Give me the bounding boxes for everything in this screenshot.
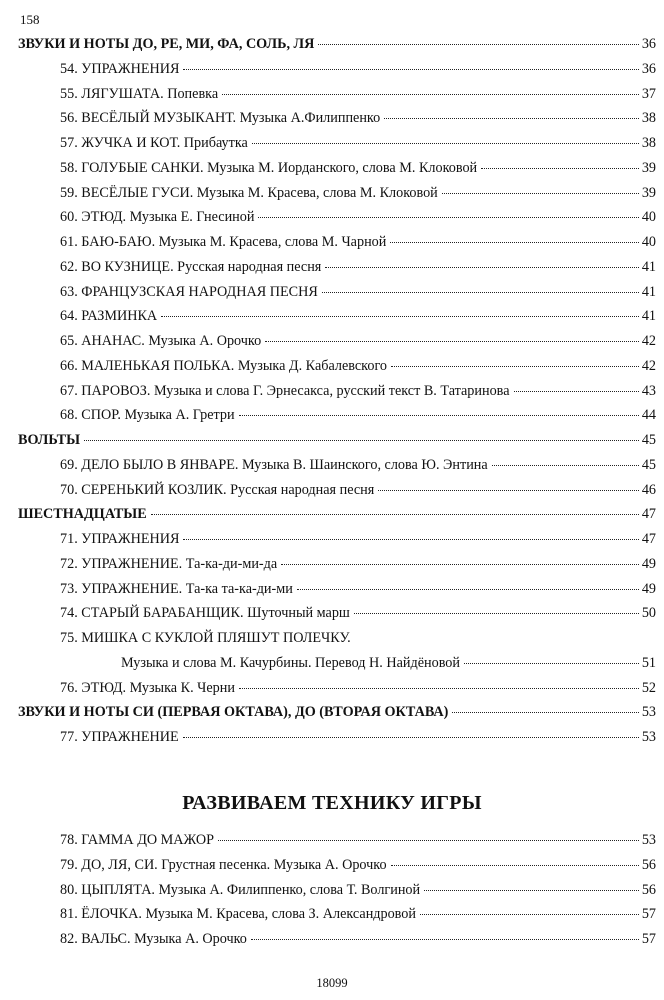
toc-entry-title: 75. МИШКА С КУКЛОЙ ПЛЯШУТ ПОЛЕЧКУ. — [60, 630, 351, 646]
toc-entry-row — [18, 482, 656, 507]
toc-entry-row — [18, 581, 656, 606]
toc-entry-title: 73. УПРАЖНЕНИЕ. Та-ка та-ка-ди-ми — [60, 580, 293, 597]
toc-dot-leader — [384, 118, 639, 119]
toc-page-number: 41 — [641, 258, 656, 275]
toc-entry-title: ЗВУКИ И НОТЫ ДО, РЕ, МИ, ФА, СОЛЬ, ЛЯ — [18, 36, 315, 52]
toc-entry-title: 70. СЕРЕНЬКИЙ КОЗЛИК. Русская народная песня — [60, 481, 375, 498]
toc-dot-leader — [514, 391, 639, 392]
toc-dot-leader — [183, 539, 638, 540]
toc-section-row — [18, 432, 656, 457]
toc-page-number: 53 — [641, 729, 656, 745]
toc-dot-leader — [354, 613, 639, 614]
toc-entry-row — [18, 160, 656, 185]
toc-page-number: 56 — [641, 881, 656, 898]
toc-entry-title: 66. МАЛЕНЬКАЯ ПОЛЬКА. Музыка Д. Кабалевского — [60, 357, 388, 374]
toc-entry-title: 82. ВАЛЬС. Музыка А. Орочко — [60, 931, 247, 947]
toc-entry-title: 55. ЛЯГУШАТА. Попевка — [60, 85, 219, 102]
toc-dot-leader — [322, 292, 639, 293]
toc-page-number: 36 — [641, 36, 656, 52]
toc-entry-title: 77. УПРАЖНЕНИЕ — [60, 729, 179, 745]
table-of-contents — [18, 36, 656, 754]
toc-entry-row — [18, 333, 656, 358]
toc-page-number: 44 — [641, 407, 656, 424]
toc-entry-title: 81. ЁЛОЧКА. Музыка М. Красева, слова З. Александровой — [60, 906, 416, 923]
toc-entry-row — [18, 358, 656, 383]
toc-dot-leader — [420, 914, 639, 915]
toc-page-number: 45 — [641, 456, 656, 473]
toc-entry-title: 64. РАЗМИНКА — [60, 308, 158, 325]
toc-dot-leader — [239, 415, 639, 416]
toc-page-number: 50 — [641, 605, 656, 622]
toc-dot-leader — [258, 217, 638, 218]
toc-dot-leader — [442, 193, 639, 194]
toc-page-number: 56 — [641, 856, 656, 873]
toc-entry-row — [18, 832, 656, 857]
toc-entry-row — [18, 86, 656, 111]
toc-dot-leader — [391, 865, 639, 866]
toc-entry-row — [18, 882, 656, 907]
toc-entry-row — [18, 407, 656, 432]
toc-section-row — [18, 36, 656, 61]
toc-page-number: 53 — [641, 704, 656, 721]
toc-entry-title: 54. УПРАЖНЕНИЯ — [60, 60, 180, 77]
toc-entry-row — [18, 383, 656, 408]
toc-entry-title: 80. ЦЫПЛЯТА. Музыка А. Филиппенко, слова Т. Волгиной — [60, 881, 421, 898]
toc-dot-leader — [424, 890, 639, 891]
toc-dot-leader — [151, 514, 639, 515]
toc-entry-row — [18, 931, 656, 956]
toc-dot-leader — [251, 939, 639, 940]
toc-dot-leader — [222, 94, 639, 95]
toc-page-number: 40 — [641, 209, 656, 226]
toc-dot-leader — [318, 44, 638, 45]
toc-page-number: 37 — [641, 85, 656, 102]
toc-dot-leader — [252, 143, 639, 144]
toc-entry-title: 62. ВО КУЗНИЦЕ. Русская народная песня — [60, 258, 322, 275]
toc-page-number: 43 — [641, 382, 656, 399]
toc-entry-title: 59. ВЕСЁЛЫЕ ГУСИ. Музыка М. Красева, слова М. Клоковой — [60, 184, 438, 201]
toc-dot-leader — [265, 341, 639, 342]
toc-dot-leader — [378, 490, 639, 491]
section-heading: РАЗВИВАЕМ ТЕХНИКУ ИГРЫ — [182, 792, 482, 814]
toc-section-row — [18, 704, 656, 729]
toc-page-number: 47 — [641, 506, 656, 523]
toc-page-number: 45 — [641, 432, 656, 448]
toc-entry-row — [18, 680, 656, 705]
toc-entry-row — [18, 284, 656, 309]
toc-entry-row — [18, 857, 656, 882]
toc-entry-row — [18, 308, 656, 333]
toc-entry-title: ВОЛЬТЫ — [18, 432, 81, 448]
table-of-contents-technique — [18, 832, 656, 956]
toc-dot-leader — [239, 688, 639, 689]
toc-entry-title: 57. ЖУЧКА И КОТ. Прибаутка — [60, 135, 248, 151]
toc-entry-title: 63. ФРАНЦУЗСКАЯ НАРОДНАЯ ПЕСНЯ — [60, 283, 318, 300]
toc-dot-leader — [464, 663, 639, 664]
toc-dot-leader — [218, 840, 639, 841]
footer-number: 18099 — [316, 976, 348, 990]
toc-dot-leader — [390, 242, 638, 243]
toc-dot-leader — [183, 69, 638, 70]
toc-entry-title: 65. АНАНАС. Музыка А. Орочко — [60, 333, 262, 349]
toc-entry-row — [18, 605, 656, 630]
toc-page-number: 41 — [641, 283, 656, 300]
toc-entry-title: 76. ЭТЮД. Музыка К. Черни — [60, 679, 235, 696]
toc-entry-title: 68. СПОР. Музыка А. Гретри — [60, 407, 235, 424]
toc-page-number: 36 — [641, 60, 656, 77]
toc-page-number: 42 — [641, 333, 656, 349]
toc-dot-leader — [183, 737, 639, 738]
toc-entry-title: 67. ПАРОВОЗ. Музыка и слова Г. Эрнесакса, русский текст В. Татаринова — [60, 382, 510, 399]
toc-dot-leader — [391, 366, 639, 367]
toc-page-number: 57 — [641, 931, 656, 947]
toc-entry-title: 58. ГОЛУБЫЕ САНКИ. Музыка М. Иорданского, слова М. Клоковой — [60, 159, 478, 176]
toc-entry-title: 79. ДО, ЛЯ, СИ. Грустная песенка. Музыка А. Орочко — [60, 856, 387, 873]
toc-entry-row — [18, 906, 656, 931]
toc-entry-title: Музыка и слова М. Качурбины. Перевод Н. Найдёновой — [121, 654, 460, 671]
toc-page-number: 39 — [641, 159, 656, 176]
toc-entry-row — [18, 185, 656, 210]
toc-entry-title: 61. БАЮ-БАЮ. Музыка М. Красева, слова М. Чарной — [60, 234, 387, 250]
toc-entry-title: 56. ВЕСЁЛЫЙ МУЗЫКАНТ. Музыка А.Филиппенко — [60, 110, 381, 127]
toc-page-number: 47 — [641, 531, 656, 547]
toc-entry-row — [18, 61, 656, 86]
toc-entry-row — [18, 630, 656, 655]
toc-dot-leader — [325, 267, 639, 268]
toc-entry-row — [18, 729, 656, 754]
toc-page-number: 49 — [641, 555, 656, 572]
toc-entry-row — [18, 234, 656, 259]
toc-entry-row — [18, 655, 656, 680]
toc-dot-leader — [281, 564, 639, 565]
toc-section-row — [18, 506, 656, 531]
toc-entry-title: 72. УПРАЖНЕНИЕ. Та-ка-ди-ми-да — [60, 555, 278, 572]
page-number: 158 — [20, 12, 40, 27]
toc-page-number: 49 — [641, 580, 656, 597]
toc-dot-leader — [297, 589, 639, 590]
toc-page-number: 57 — [641, 906, 656, 923]
toc-entry-title: 69. ДЕЛО БЫЛО В ЯНВАРЕ. Музыка В. Шаинского, слова Ю. Энтина — [60, 456, 488, 473]
toc-page-number: 51 — [641, 654, 656, 671]
toc-entry-row — [18, 457, 656, 482]
toc-page-number: 53 — [641, 832, 656, 848]
toc-dot-leader — [84, 440, 639, 441]
toc-entry-row — [18, 259, 656, 284]
toc-entry-row — [18, 110, 656, 135]
toc-entry-title: ЗВУКИ И НОТЫ СИ (ПЕРВАЯ ОКТАВА), ДО (ВТОРАЯ ОКТАВА) — [18, 704, 449, 721]
toc-page-number: 46 — [641, 481, 656, 498]
toc-dot-leader — [452, 712, 638, 713]
toc-dot-leader — [481, 168, 639, 169]
toc-page-number: 38 — [641, 135, 656, 151]
toc-entry-title: 74. СТАРЫЙ БАРАБАНЩИК. Шуточный марш — [60, 605, 350, 622]
toc-entry-title: 71. УПРАЖНЕНИЯ — [60, 531, 180, 547]
toc-page-number: 52 — [641, 679, 656, 696]
toc-entry-row — [18, 531, 656, 556]
toc-entry-row — [18, 209, 656, 234]
toc-page-number: 40 — [641, 234, 656, 250]
toc-entry-row — [18, 556, 656, 581]
toc-page-number: 39 — [641, 184, 656, 201]
toc-entry-title: 60. ЭТЮД. Музыка Е. Гнесиной — [60, 209, 255, 226]
toc-page-number: 41 — [641, 308, 656, 325]
toc-dot-leader — [161, 316, 639, 317]
toc-page-number: 38 — [641, 110, 656, 127]
toc-entry-row — [18, 135, 656, 160]
toc-dot-leader — [492, 465, 639, 466]
toc-entry-title: 78. ГАММА ДО МАЖОР — [60, 832, 215, 848]
toc-page-number: 42 — [641, 357, 656, 374]
toc-entry-title: ШЕСТНАДЦАТЫЕ — [18, 506, 147, 523]
